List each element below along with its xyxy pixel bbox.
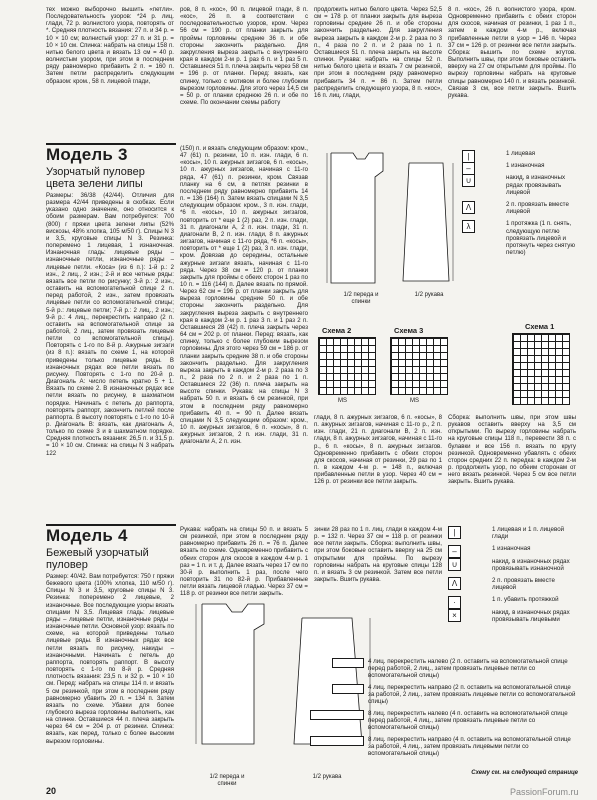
legend-row: · 1 п. убавить протяжкой xyxy=(448,596,578,603)
cable-right-4-icon xyxy=(332,684,364,694)
legend-row: × накид, в изнаночных рядах провязывать лицевыми xyxy=(448,609,578,623)
scheme-2-title: Схема 2 xyxy=(322,326,352,335)
cross-legend-row: 4 лиц. перекрестить направо (2 п. оставить на вспомогательной спице за работой, 2 лиц., затем провязать лицевые петли со вспомогательной спицы) xyxy=(368,684,578,706)
purl-symbol-icon: – xyxy=(462,162,475,175)
model4-front-label: 1/2 переда и спинки xyxy=(209,774,245,787)
front-back-outline xyxy=(331,153,383,283)
model4-sleeve-label: 1/2 рукава xyxy=(312,774,342,780)
scheme-3-title: Схема 3 xyxy=(394,326,424,335)
model4-col-1: Размер: 40/42. Вам потребуется: 750 г пряжи бежевого цвета (100% хлопка, 110 м/50 г). Спицы N 3 и 3,5, круговые спицы N 3. Резинка: поперемено 2 лицевые, 2 изнаночные. Все последующие узоры вязать спицами N 3,5. Лицевая гладь: лицевые ряды – лицевые петли, изнаночные ряды – изнаночные петли. Основной узор: вязать по схеме, на которой приведены только лицевые ряды. В изнаночных рядах все петли вязать по рисунку, накиды – изнаночными. Начинать с петель до раппорта, повторять раппорт. В высоту повторять с 1-го по 8-й р. Средняя плотность вязания: 23,5 п. и 32 р. = 10 × 10 см. Перед: набрать на спицы 114 п. и вязать 5 см резинкой, при этом в последнем ряду равномерно убавить 20 п. = 134 п. Затем вязать по схеме. Убавки для более глубокого выреза горловины выполнить, как на спинке. Оставшиеся 44 п. плеча закрыть через 64 см = 204 р. от резинки. Спинка: вязать, как перед, только с более высоким вырезом горловины. xyxy=(46,573,174,745)
scheme-1-title: Схема 1 xyxy=(525,322,555,331)
top-col-4: 8 п. «кос», 26 п. волнистого узора, кром. Одновременно прибавить с обеих сторон для скосов, начиная от резинки, 1 раз 1 п., затем в каждом 4-м р., включая прибавленные петли в узор = 146 п. Через 37 см = 126 р. от резинки все петли закрыть. Сборка: вышить по схеме жгутов. Выполнить швы, при этом боковые оставить вверху на 27 см открытыми для проймы. По вырезу горловины набрать на круговые спицы равномерно 140 п. и вязать резинкой. Связав 3 см, все петли закрыть. Вшить рукава. xyxy=(448,6,576,99)
cross-legend-row: 4 лиц. перекрестить налево (2 п. оставить на вспомогательной спице перед работой, 2 лиц., затем провязать лицевые петли со вспомогательной спицы) xyxy=(368,658,578,680)
cross-legend-row: 8 лиц. перекрестить направо (4 п. оставить на вспомогательной спице за работой, 4 лиц., затем провязать лицевыми петли со вспомогательной спицы) xyxy=(368,736,578,758)
sleeve-outline xyxy=(294,618,362,744)
legend-row: Λ 2 п. провязать вместе лицевой xyxy=(448,577,578,591)
purl-symbol-icon: – xyxy=(448,545,461,558)
legend-row: | 1 лицевая xyxy=(462,150,578,157)
model3-col-4: Сборка: выполнить швы, при этом швы рукавов оставить вверху на 3,5 см открытыми. По вырезу горловины набрать на круговые спицы 118 п., перевести 38 п. с булавки и все 156 п. вязать по кругу резинкой. Одновременно убавлять с обеих сторон средних 22 п. передка: в каждом 2-м р. продолжить узор, по обеим сторонам от него вязать резинкой. Через 5 см все петли закрыть. Вшить рукава. xyxy=(448,414,576,486)
scheme-3-ms: MS xyxy=(410,398,419,404)
model4-legend xyxy=(448,526,578,628)
model3-col-2: (150) п. и вязать следующим образом: кром., 47 (61) п. резинки, 10 п. изн. глади, 6 п. «косы», 10 п. ажурных зигзагов, 6 п. «косы», 10 п. ажурных зигзагов, начиная с 11-го ряда, 47 (61) п. резинки, кром. Связав планку на 6 см, в петлях резинки в последнем ряду равномерно прибавить 14 п. = 136 (164) п. Затем вязать спицами N 3,5 следующим образом: кром., 3 п. изн. глади, *6 п. «косы», 10 п. ажурных зигзагов, повторить от * еще 1 (2) раз, 2 п. изн. глади, 31 п. диагонали А, 2 п. изн. глади, 31 п. диагонали B, 2 п. изн. глади, 8 п. ажурных зигзагов, начиная с 11-го ряда, *6 п. «косы», повторить от * еще 1 (2) раз, 3 п. изн. глади, кром. Довязав до середины, остальные ажурные зигзаги вязать, начиная с 11-го ряда. Через 38 см = 120 р. от планки закрыть для проймы с обеих сторон 1 раз по 10 п. = 116 (144) п. Далее вязать по прямой. Через 62 см = 196 р. от планки закрыть для выреза горловины средние 50 п. и обе стороны закончить раздельно. Для закругления выреза закрыть с внутреннего края в каждом 2-м р. 1 раз 3 п. и 1 раз 2 п. Оставшиеся 28 (42) п. плеча закрыть через 64 см = 202 р. от планки. Перед: вязать, как спинку, только с более глубоким вырезом горловины. Для этого через 59 см = 186 р. от планки закрыть средние 38 п. и обе стороны закончить раздельно. Для закругления выреза закрыть в каждом 2-м р. 2 раза по 3 п., 2 раза по 2 п. и 2 раза по 1 п. Оставшиеся 22 (36) п. плеча закрыть на высоте спинки. Рукава: на спицы N 3 набрать 50 п. и вязать 6 см резинкой, при этом в последнем ряду равномерно прибавить 40 п. = 90 п. Далее вязать спицами N 3,5 следующим образом: кром., 10 п. ажурных зигзагов, 6 п. «косы», 8 п. ажурных зигзагов, 2 п. изн. глади, 31 п. диагонали А, 2 п. изн. xyxy=(180,145,308,446)
model4-subtitle: Бежевый узорчатый пуловер xyxy=(46,547,149,571)
knit-symbol-icon: | xyxy=(462,150,475,163)
model3-col-3: глади, 8 п. ажурных зигзагов, 6 п. «косы», 8 п. ажурных зигзагов, начиная с 11-го р., 2 п. изн. глади, 21 п. диагонали B, 2 п. изн. глади, 8 п. ажурных зигзагов, начиная с 11-го р., 6 п. «косы», 8 п. ажурных зигзагов. Одновременно прибавить с обеих сторон для скосов, начиная от резинки, 29 раз по 1 п. в каждом 4-м р. = 148 п., включая прибавленные петли в узор. Через 40 см = 126 р. от резинки все петли закрыть. xyxy=(314,414,442,486)
model4-col-3: зинки 28 раз по 1 п. лиц. глади в каждом 4-м р. = 132 п. Через 37 см = 118 р. от резинки все петли закрыть. Сборка: выполнить швы, при этом боковые оставить вверху на 25 см открытыми для проймы. По вырезу горловины набрать на круговые спицы 128 п. и вязать 3 см резинкой. Затем все петли закрыть. Вшить рукава. xyxy=(314,526,442,584)
top-col-2: ров, 8 п. «кос», 90 п. лицевой глади, 8 п. «кос», 26 п. в соответствии с последовательностью узоров, кром. Через 56 см = 190 р. от планки закрыть для проймы горловины средние 36 п. и обе стороны закончить раздельно. Для закругления выреза закрыть с внутреннего края в каждом 2-м р. 1 раз 6 п. и 1 раз 5 п. Оставшиеся 51 п. плеча закрыть через 58 см = 196 р. от планки. Перед: вязать, как спинку, только с мотивом и более глубоким вырезом горловины. Для этого через 14,5 см = 50 р. от планки среднюю 26 п. и обе по схеме. По окончании схемы работу xyxy=(180,6,308,107)
cable-left-8-icon xyxy=(310,710,364,720)
yarn-over-knit-symbol-icon: × xyxy=(448,609,461,622)
next-page-note: Схему см. на следующей странице xyxy=(471,770,578,776)
legend-row: λ 1 протяжка (1 п. снять, следующую петлю провязать лицевой и протянуть через снятую петлю) xyxy=(462,220,578,256)
scheme-1-grid xyxy=(512,333,570,405)
legend-row: Λ 2 п. провязать вместе лицевой xyxy=(462,201,578,215)
decrease-symbol-icon: · xyxy=(448,596,461,609)
legend-row: ∪ накид, в изнаночных рядах провязывать изнаночной xyxy=(448,558,578,572)
skp-symbol-icon: λ xyxy=(462,220,475,233)
legend-row: – 1 изнаночная xyxy=(462,162,578,169)
top-col-3: продолжить нитью белого цвета. Через 52,5 см = 178 р. от планки закрыть для выреза горловины средние 26 п. и обе стороны закончить раздельно. Для закругления выреза закрыть в каждом 2-м р. 2 раза по 3 п., 4 раза по 2 п. и 2 раза по 1 п. Оставшиеся 51 п. плеча закрыть на высоте спинки. Рукава: набрать на спицы 52 п. нитью белого цвета и вязать 7 см резинкой, при этом в последнем ряду равномерно прибавить 34 п. = 86 п. Затем петли распределить следующего узора, 8 п. «кос», 16 п. лиц. глади, xyxy=(314,6,442,99)
k2tog-symbol-icon: Λ xyxy=(462,201,475,214)
front-back-outline xyxy=(202,604,264,744)
model3-legend xyxy=(462,150,578,261)
model4-heading: Модель 4 xyxy=(46,526,128,545)
model3-heading: Модель 3 xyxy=(46,145,128,164)
watermark: PassionForum.ru xyxy=(510,787,579,797)
cross-legend-row: 8 лиц. перекрестить налево (4 п. оставить на вспомогательной спице перед работой, 4 лиц., затем провязать лицевые петли со вспомогательной спицы) xyxy=(368,710,578,732)
model3-subtitle: Узорчатый пуловер цвета зелени липы xyxy=(46,166,145,190)
model4-col-2: Рукава: набрать на спицы 50 п. и вязать 5 см резинкой, при этом в последнем ряду равномерно прибавить 26 п. = 76 п. Далее вязать по схеме. Одновременно прибавить с обеих сторон для скосов в каждом 4-м р. 1 раз = 1 п. и т. д. Далее вязать через 17 см по 30-й р. выполнить 1 раз, после чего повторить 31 по 82-й р. Прибавленные петли вязать лицевой гладью. Через 37 см = 118 р. от резинки все петли закрыть. xyxy=(180,526,308,598)
yarn-over-symbol-icon: ∪ xyxy=(448,558,461,571)
model3-sleeve-label: 1/2 рукава xyxy=(414,292,444,298)
legend-row: – 1 изнаночная xyxy=(448,545,578,552)
scheme-3-grid xyxy=(390,337,448,395)
cable-left-4-icon xyxy=(332,658,364,668)
sleeve-outline xyxy=(403,163,449,281)
page-number: 20 xyxy=(46,786,57,796)
model3-front-label: 1/2 переда и спинки xyxy=(343,292,379,305)
scheme-2-grid xyxy=(318,337,376,395)
scheme-2-ms: MS xyxy=(338,398,347,404)
top-col-1: тех можно выборочно вышить «петли». Последовательность узоров: *24 р. лиц. глади, 72 р. волнистого узора, повторять от *. Средняя плотность вязания: 27 п. и 34 р. = 10 × 10 см; волнистый узор: 27 п. и 31 р. = 10 × 10 см. Спинка: набрать на спицы 158 п. нитью белого цвета и вязать 13 см = 40 р. волнистым узором, при этом в последнем ряду равномерно прибавить 2 п. = 160 п. Затем петли распределить следующим образом: кром., 58 п. лицевой глади, xyxy=(46,6,174,85)
cable-right-8-icon xyxy=(310,736,364,746)
legend-row: | 1 лицевая и 1 п. лицевой глади xyxy=(448,526,578,540)
yarn-over-symbol-icon: ∪ xyxy=(462,174,475,187)
k2tog-symbol-icon: Λ xyxy=(448,577,461,590)
legend-row: ∪ накид, в изнаночных рядах провязывать лицевой xyxy=(462,174,578,196)
knit-symbol-icon: | xyxy=(448,526,461,539)
model3-col-1: Размеры: 36/38 (42/44). Отличия для размера 42/44 приведены в скобках. Если указано одно значение, оно относится к обоим размерам. Вам потребуется: 700 (800) г пряжи цвета зелени липы (52% вискозы, 48% хлопка, 105 м/50 г). Спицы N 3 и 3,5, круговые спицы N 3. Резинка: поперемено 1 лицевая, 1 изнаночная. Изнаночная гладь: лицевые ряды – изнаночные петли, изнаночные ряды – лицевые петли. «Коса» (из 6 п.): 1-й р.: 2 изн., 2 лиц., 2 изн.; 2-й и все четные ряды: вязать все петли по рисунку; 3-й р.: 2 изн., оставить на вспомогательной спице 2 п. перед работой, 2 изн., затем провязать лицевые петли со вспомогательной спицы; 5-й р.: лицевые петли; 7-й р.: 2 лиц., 2 изн.; 9-й р.: 4 лиц., перекрестить направо (2 п. оставить на вспомогательной спице за работой, 2 лиц., затем провязать лицевые петли со вспомогательной спицы). Повторять с 1-го по 8-й р. Ажурные зигзаги (из 8 п.): вязать по схеме 1, на которой приведены только лицевые ряды. В изнаночных рядах все петли вязать по рисунку. Повторять с 1-го по 20-й р. Диагональ А: число петель кратно 5 + 1. Вязать по схеме 2. В изнаночных рядах все петли вязать по рисунку, в шахматном порядке. Начинать с петель до раппорта, повторять раппорт, закончить петлей после раппорта. В высоту повторять с 1-го по 10-й р. Диагональ B: вязать, как диагональ А, только по схеме 3 и в шахматном порядке. Средняя плотность вязания: 26,5 п. и 31,5 р. = 10 × 10 см. Спинка: на спицы N 3 набрать 122 xyxy=(46,192,174,457)
